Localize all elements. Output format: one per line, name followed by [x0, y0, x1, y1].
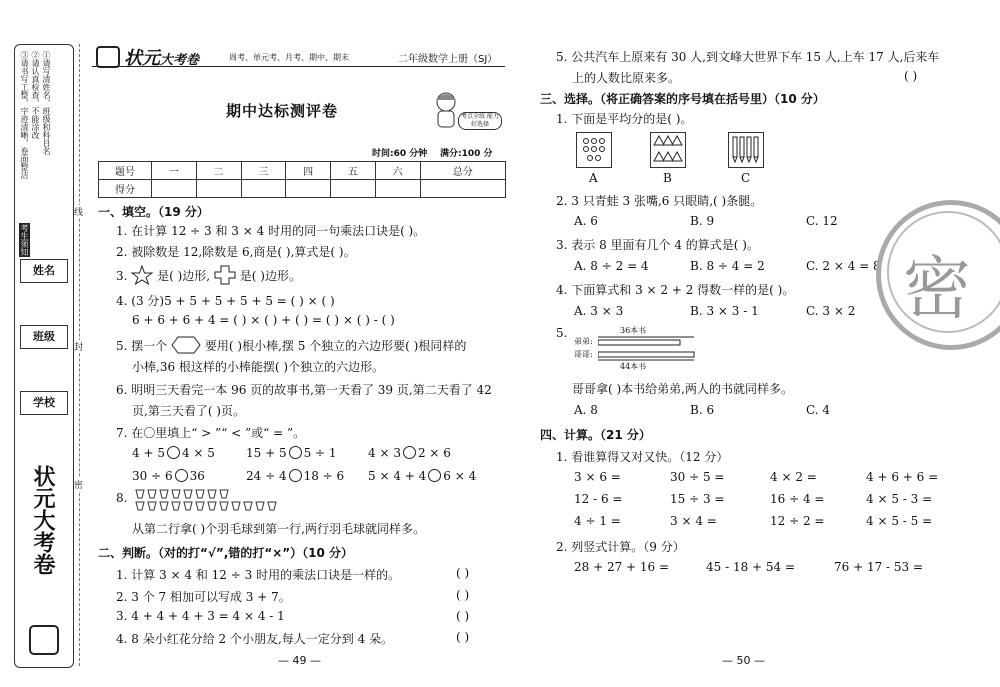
calc-item: 4 × 2 =: [770, 470, 817, 484]
expr: 5 ÷ 1: [303, 446, 337, 460]
compare-item: [246, 469, 344, 483]
expr: 5 × 4 + 4: [368, 469, 427, 483]
question: 7. 在〇里填上“ > ”“ < ”或“ = ”。: [116, 426, 306, 440]
cut-line: [79, 44, 80, 666]
question-text: 要用( )根小棒,摆 5 个独立的六边形要( )根同样的: [204, 339, 467, 353]
option-b-triangles-image: [650, 132, 686, 168]
question: 页,第三天看了( )页。: [132, 404, 245, 418]
section-heading: 四、计算。（21 分）: [540, 428, 651, 442]
shuttlecock-row-1: [134, 488, 284, 517]
answer-circle[interactable]: [428, 469, 441, 482]
judge-item: 2. 3 个 7 相加可以写成 3 + 7。: [116, 590, 291, 604]
page-number: — 49 —: [278, 654, 321, 667]
confidential-stamp: [876, 200, 1000, 350]
exam-types: 周考、单元考、月考、期中、期末: [229, 53, 349, 62]
calc-item: 4 + 6 + 6 =: [866, 470, 939, 484]
question: 小棒,36 根这样的小棒能摆( )个独立的六边形。: [132, 360, 385, 374]
question: 1. 下面是平均分的是( )。: [556, 112, 693, 126]
section-heading: 一、填空。（19 分）: [98, 205, 209, 219]
answer-paren[interactable]: ( ): [904, 69, 918, 83]
question: [116, 265, 301, 285]
question-number: 8.: [116, 491, 128, 505]
score-input-cell[interactable]: [152, 180, 197, 198]
question: 1. 看谁算得又对又快。（12 分）: [556, 450, 729, 464]
judge-item: 4. 8 朵小红花分给 2 个小朋友,每人一定分到 4 朵。: [116, 632, 394, 646]
option[interactable]: A. 3 × 3: [574, 304, 624, 318]
notice-text: [19, 51, 52, 221]
score-cell: 一: [152, 162, 197, 180]
option[interactable]: C. 4: [806, 403, 831, 417]
question-number: 3.: [116, 269, 128, 283]
option[interactable]: C. 12: [806, 214, 838, 228]
notice-line: ②请认真检查，不能涂改: [31, 51, 40, 139]
option[interactable]: A. 8: [574, 403, 598, 417]
diagram-label: 哥哥:: [574, 350, 593, 359]
calc-item: 16 ÷ 4 =: [770, 492, 825, 506]
brand-part: 大考卷: [160, 53, 200, 68]
cut-mark: 密: [74, 478, 83, 491]
answer-paren[interactable]: ( ): [456, 609, 470, 623]
question-text: 是( )边形,: [157, 269, 211, 283]
question: 哥哥拿( )本书给弟弟,两人的书就同样多。: [572, 382, 793, 396]
header-rule: [92, 66, 505, 67]
score-input-cell[interactable]: [241, 180, 286, 198]
full-score: 满分:100 分: [440, 149, 493, 159]
mascot-badge: 考点全练 能力好选择: [458, 112, 502, 130]
score-table-row: [99, 162, 506, 180]
option[interactable]: B. 3 × 3 - 1: [690, 304, 759, 318]
answer-paren[interactable]: ( ): [456, 566, 470, 580]
option-letter[interactable]: A: [589, 171, 598, 185]
expr: 18 ÷ 6: [303, 469, 345, 483]
score-cell: 二: [196, 162, 241, 180]
diagram-label: 44本书: [620, 362, 647, 371]
option-a-dots-image: [576, 132, 612, 168]
question: 从第二行拿( )个羽毛球到第一行,两行羽毛球就同样多。: [132, 522, 425, 536]
section-heading: 三、选择。（将正确答案的序号填在括号里）（10 分）: [540, 92, 825, 106]
question: 6 + 6 + 6 + 4 = ( ) × ( ) + ( ) = ( ) × ( ) - ( ): [132, 313, 395, 327]
calc-item: 76 + 17 - 53 =: [834, 560, 924, 574]
star-shape-icon: [131, 265, 153, 285]
question: 3. 表示 8 里面有几个 4 的算式是( )。: [556, 238, 759, 252]
score-cell: 五: [331, 162, 376, 180]
calc-item: 4 × 5 - 5 =: [866, 514, 933, 528]
score-input-cell[interactable]: [286, 180, 331, 198]
calc-item: 4 ÷ 1 =: [574, 514, 621, 528]
question: [116, 336, 466, 354]
publisher-logo: [29, 625, 59, 655]
compare-item: [246, 446, 337, 460]
time-limit: 时间:60 分钟: [372, 149, 428, 159]
compare-item: [368, 469, 476, 483]
expr: 6 × 4: [443, 469, 477, 483]
expr: 2 × 6: [417, 446, 451, 460]
calc-item: 12 ÷ 2 =: [770, 514, 825, 528]
cross-shape-icon: [214, 265, 236, 285]
section-heading: 二、判断。（对的打“√”,错的打“×”）（10 分）: [98, 546, 354, 560]
question-number: 5.: [556, 326, 568, 340]
option[interactable]: B. 8 ÷ 4 = 2: [690, 259, 765, 273]
brand-part: 状元: [124, 48, 160, 69]
option-letter[interactable]: C: [741, 171, 751, 185]
answer-circle[interactable]: [175, 469, 188, 482]
notice-head: 考生须知: [20, 224, 29, 256]
score-table: [98, 161, 506, 198]
cut-mark: 线: [74, 205, 83, 218]
cut-mark: 封: [74, 340, 83, 353]
answer-circle[interactable]: [289, 469, 302, 482]
calc-item: 3 × 4 =: [670, 514, 717, 528]
judge-item: 上的人数比原来多。: [572, 71, 681, 85]
expr: 36: [189, 469, 205, 483]
expr: 24 ÷ 4: [246, 469, 287, 483]
question: 2. 3 只青蛙 3 张嘴,6 只眼睛,( )条腿。: [556, 194, 763, 208]
class-label: 班级: [20, 325, 68, 349]
option[interactable]: A. 8 ÷ 2 = 4: [574, 259, 649, 273]
answer-paren[interactable]: ( ): [456, 630, 470, 644]
expr: 15 + 5: [246, 446, 287, 460]
stamp-glyph: 密: [903, 250, 972, 329]
score-cell: 六: [375, 162, 420, 180]
notice-line: ③请书写工整，字迹清晰，卷面整洁: [20, 51, 29, 179]
question: 4. 下面算式和 3 × 2 + 2 得数一样的是( )。: [556, 283, 795, 297]
question: 2. 列竖式计算。（9 分）: [556, 540, 685, 554]
judge-item: 5. 公共汽车上原来有 30 人,到文峰大世界下车 15 人,上车 17 人,后来车: [556, 50, 940, 64]
option[interactable]: B. 6: [690, 403, 715, 417]
school-label: 学校: [20, 391, 68, 415]
grade-label: 二年级数学上册（SJ）: [398, 54, 498, 65]
question-text: 5. 摆一个: [116, 339, 168, 353]
score-cell: 四: [286, 162, 331, 180]
option[interactable]: C. 3 × 2: [806, 304, 856, 318]
answer-circle[interactable]: [403, 446, 416, 459]
hexagon-shape-icon: [171, 336, 201, 354]
option[interactable]: A. 6: [574, 214, 598, 228]
question: 1. 在计算 12 ÷ 3 和 3 × 4 时用的同一句乘法口诀是( )。: [116, 224, 426, 238]
question: 2. 被除数是 12,除数是 6,商是( ),算式是( )。: [116, 245, 356, 259]
question: 6. 明明三天看完一本 96 页的故事书,第一天看了 39 页,第二天看了 42: [116, 383, 492, 397]
score-input-cell[interactable]: [331, 180, 376, 198]
option[interactable]: C. 2 × 4 = 8: [806, 259, 881, 273]
calc-item: 12 - 6 =: [574, 492, 623, 506]
diagram-label: 36本书: [620, 326, 647, 335]
calc-item: 3 × 6 =: [574, 470, 621, 484]
answer-circle[interactable]: [167, 446, 180, 459]
option[interactable]: B. 9: [690, 214, 715, 228]
page-number: — 50 —: [722, 654, 765, 667]
compare-item: [132, 469, 205, 483]
page-title: 期中达标测评卷: [226, 102, 339, 120]
score-input-cell[interactable]: [375, 180, 420, 198]
calc-item: 45 - 18 + 54 =: [706, 560, 796, 574]
expr: 4 × 3: [368, 446, 401, 460]
score-cell: 总分: [420, 162, 506, 180]
score-input-cell[interactable]: [420, 180, 506, 198]
score-cell: 三: [241, 162, 286, 180]
expr: 30 ÷ 6: [132, 469, 173, 483]
calc-item: 15 ÷ 3 =: [670, 492, 725, 506]
expr: 4 × 5: [181, 446, 215, 460]
judge-item: 3. 4 + 4 + 4 + 3 = 4 × 4 - 1: [116, 609, 285, 623]
answer-circle[interactable]: [289, 446, 302, 459]
score-cell: 得分: [99, 180, 152, 198]
compare-item: [132, 446, 215, 460]
question: 4. (3 分)5 + 5 + 5 + 5 + 5 = ( ) × ( ): [116, 294, 335, 308]
answer-paren[interactable]: ( ): [456, 588, 470, 602]
notice-line: ①请写清姓名、班级和科目名: [42, 51, 51, 155]
judge-item: 1. 计算 3 × 4 和 12 ÷ 3 时用的乘法口诀是一样的。: [116, 568, 401, 582]
compare-item: [368, 446, 451, 460]
calc-item: 30 ÷ 5 =: [670, 470, 725, 484]
score-input-cell[interactable]: [196, 180, 241, 198]
calc-item: 4 × 5 - 3 =: [866, 492, 933, 506]
strip-brand-logo: 状元大考卷: [30, 465, 55, 575]
expr: 4 + 5: [132, 446, 165, 460]
calc-item: 28 + 27 + 16 =: [574, 560, 670, 574]
name-label: 姓名: [20, 259, 68, 283]
option-letter[interactable]: B: [663, 171, 672, 185]
score-cell: 题号: [99, 162, 152, 180]
header-logo-icon: [96, 46, 120, 68]
diagram-label: 弟弟:: [574, 337, 593, 346]
score-table-row: [99, 180, 506, 198]
question-text: 是( )边形。: [239, 269, 301, 283]
book-bar-diagram: [598, 334, 698, 365]
binding-strip: [14, 44, 74, 668]
option-c-pencils-image: [728, 132, 764, 168]
